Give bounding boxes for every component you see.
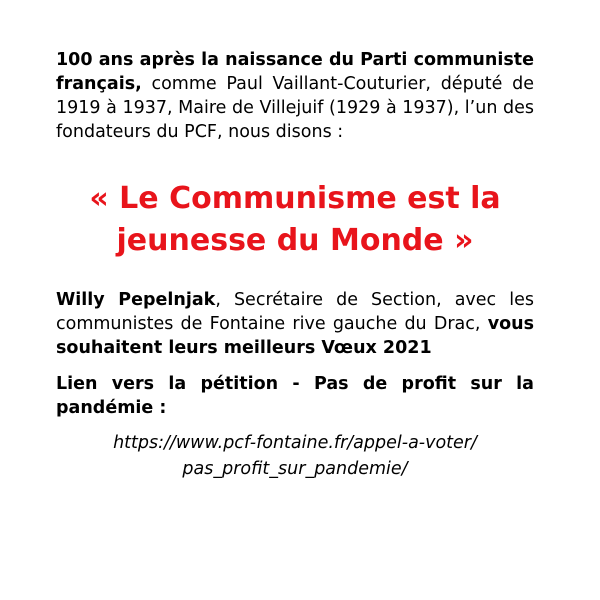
signature-wishes: vous souhaitent leurs meilleurs Vœux 2021: [56, 314, 534, 358]
greeting-card: [56, 48, 534, 482]
petition-url-line-1[interactable]: https://www.pcf-fontaine.fr/appel-a-voter/: [113, 433, 477, 453]
signature-paragraph: [56, 288, 534, 360]
intro-paragraph: [56, 48, 534, 144]
signature-name: Willy Pepelnjak: [56, 290, 216, 310]
intro-text: comme Paul Vaillant-Couturier, député de 1919 à 1937, Maire de Villejuif (1929 à 1937), l’un des fondateurs du PCF, nous disons :: [56, 74, 534, 142]
quote-line-1: « Le Communisme est la: [89, 181, 501, 216]
signature-text: , Secrétaire de Section, avec les communistes de Fontaine rive gauche du Drac,: [56, 290, 534, 334]
petition-title: Lien vers la pétition - Pas de profit sur la pandémie :: [56, 374, 534, 418]
petition-url-line-2[interactable]: pas_profit_sur_pandemie/: [182, 459, 408, 479]
intro-bold-text: 100 ans après la naissance du Parti communiste français,: [56, 50, 534, 94]
quote-line-2: jeunesse du Monde »: [116, 223, 474, 258]
quote-heading: [56, 178, 534, 262]
petition-link[interactable]: [56, 430, 534, 482]
